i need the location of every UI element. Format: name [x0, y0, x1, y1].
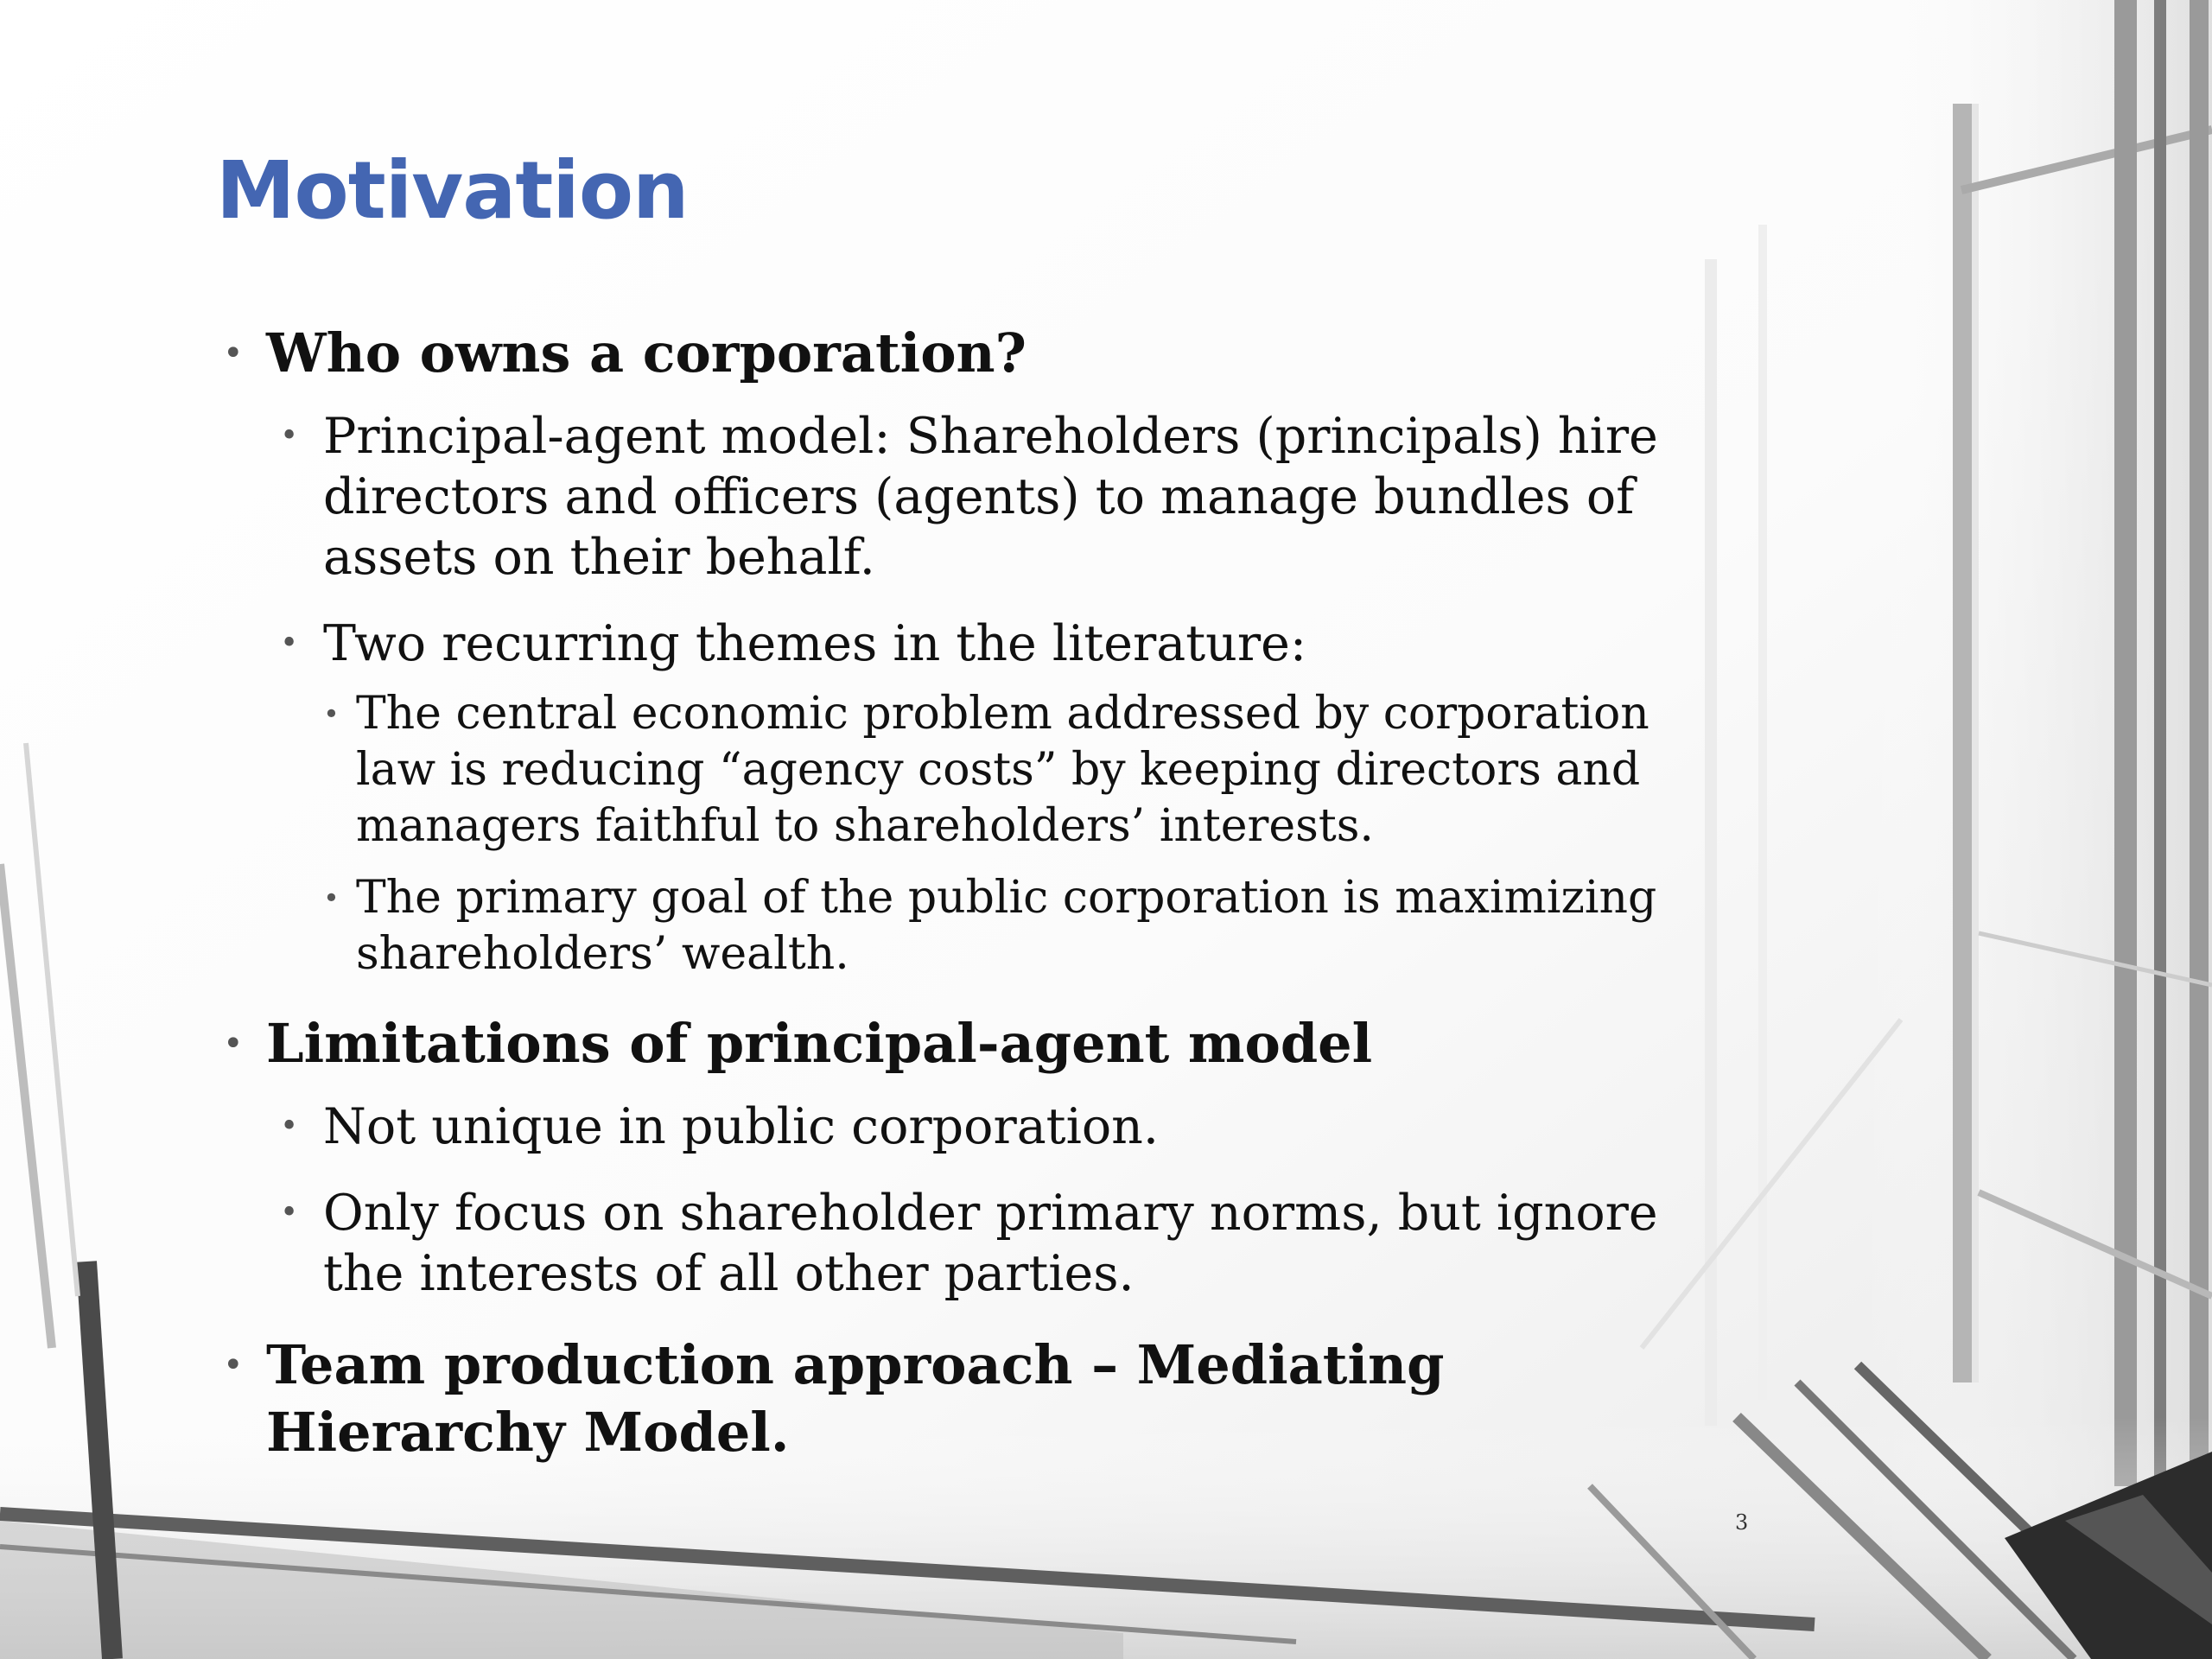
bullet-text: Not unique in public corporation.	[323, 1098, 1159, 1155]
bullet-shareholder-focus	[273, 1183, 1702, 1304]
page-number: 3	[1735, 1510, 1749, 1535]
bullet-limitations	[216, 1010, 1702, 1077]
slide-body	[216, 320, 1702, 1466]
bullet-marker: •	[223, 1345, 244, 1385]
bullet-marker: •	[280, 418, 299, 454]
bullet-text: Who owns a corporation?	[266, 321, 1027, 385]
bullet-marker: •	[323, 697, 340, 730]
bullet-text: Only focus on shareholder primary norms, but ignore the interests of all other parties.	[323, 1185, 1658, 1302]
bullet-marker: •	[280, 1195, 299, 1230]
bullet-not-unique	[273, 1096, 1702, 1157]
bullet-text: The primary goal of the public corporation is maximizing shareholders’ wealth.	[356, 872, 1657, 980]
bullet-text: Two recurring themes in the literature:	[323, 615, 1307, 672]
bullet-marker: •	[280, 626, 299, 661]
bullet-agency-costs	[320, 686, 1702, 855]
bullet-marker: •	[223, 334, 244, 373]
bullet-text: Principal-agent model: Shareholders (principals) hire directors and officers (agents) to manage bundles of assets on their behalf.	[323, 408, 1658, 586]
slide-title: Motivation	[216, 144, 689, 237]
bullet-marker: •	[280, 1109, 299, 1144]
bullet-who-owns	[216, 320, 1702, 387]
bullet-primary-goal	[320, 870, 1702, 982]
bullet-marker: •	[223, 1024, 244, 1064]
bullet-recurring-themes	[273, 613, 1702, 674]
bullet-team-production	[216, 1332, 1702, 1466]
bullet-principal-agent-model	[273, 406, 1702, 588]
bullet-text: The central economic problem addressed by corporation law is reducing “agency costs” by keeping directors and managers faithful to shareholders’ interests.	[356, 688, 1649, 852]
bullet-marker: •	[323, 881, 340, 914]
bullet-text: Limitations of principal-agent model	[266, 1012, 1373, 1075]
bullet-text: Team production approach – Mediating Hierarchy Model.	[266, 1333, 1445, 1464]
